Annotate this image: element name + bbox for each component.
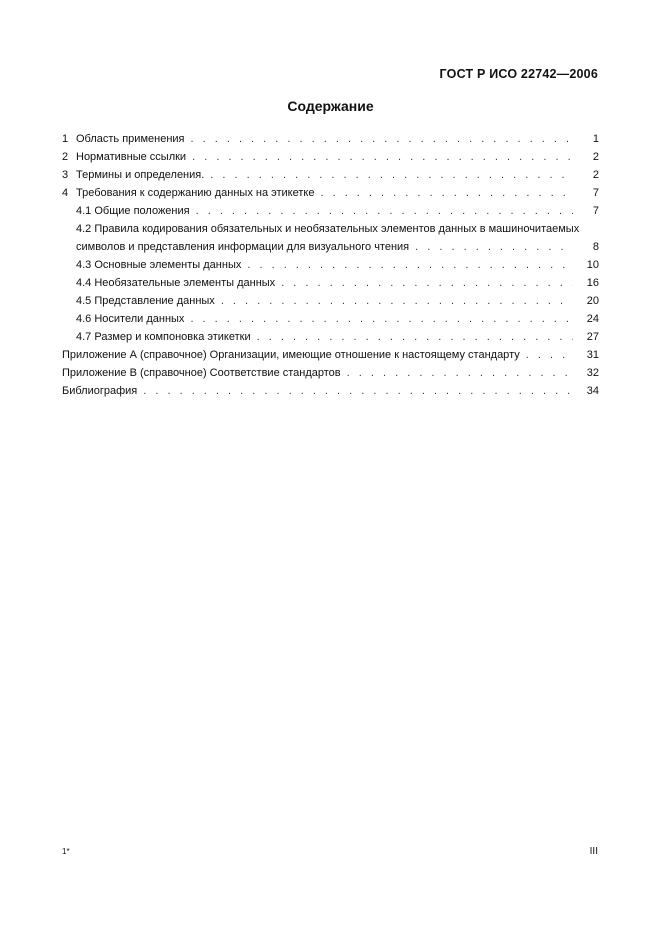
toc-entry-text: 4.6 Носители данных (76, 313, 185, 325)
toc-entry-4-2[interactable] (62, 220, 599, 256)
toc-page-number: 7 (592, 205, 599, 217)
dot-leader (196, 202, 573, 220)
toc-entry-text: 4.4 Необязательные элементы данных (76, 277, 276, 289)
toc-entry-text: Библиография (62, 385, 138, 397)
dot-leader (320, 184, 573, 202)
toc-page-number: 27 (586, 331, 599, 343)
toc-page-number: 2 (592, 169, 599, 181)
toc-entry-2[interactable] (62, 148, 599, 166)
toc-entry-bibliography[interactable] (62, 382, 599, 400)
toc-entry-annex-a[interactable] (62, 346, 599, 364)
dot-leader (415, 238, 573, 256)
dot-leader (347, 364, 573, 382)
toc-entry-text: 4.7 Размер и компоновка этикетки (76, 331, 251, 343)
toc-entry-text: Приложение В (справочное) Соответствие стандартов (62, 367, 341, 379)
toc-entry-text: 4 Требования к содержанию данных на этикетке (62, 187, 315, 199)
toc-page-number: 7 (592, 187, 599, 199)
dot-leader (526, 346, 573, 364)
toc-entry-3[interactable] (62, 166, 599, 184)
dot-leader (192, 148, 573, 166)
table-of-contents (62, 130, 599, 400)
toc-page-number: 16 (586, 277, 599, 289)
dot-leader (191, 130, 574, 148)
dot-leader (281, 274, 573, 292)
toc-page-number: 10 (586, 259, 599, 271)
toc-entry-text: Приложение А (справочное) Организации, имеющие отношение к настоящему стандарту (62, 349, 520, 361)
toc-page-number: 31 (586, 349, 599, 361)
toc-entry-4-7[interactable] (62, 328, 599, 346)
toc-entry-text: 1 Область применения (62, 133, 185, 145)
dot-leader (190, 310, 573, 328)
toc-page-number: 32 (586, 367, 599, 379)
toc-entry-text-line1: 4.2 Правила кодирования обязательных и необязательных элементов данных в машиночитаемых (76, 223, 580, 235)
toc-entry-4-4[interactable] (62, 274, 599, 292)
toc-entry-text-line2: символов и представления информации для визуального чтения (76, 241, 410, 253)
toc-entry-text: 3 Термины и определения. (62, 169, 205, 181)
page-number: III (589, 846, 598, 857)
toc-entry-text: 4.3 Основные элементы данных (76, 259, 242, 271)
toc-entry-text: 4.1 Общие положения (76, 205, 190, 217)
toc-entry-4-5[interactable] (62, 292, 599, 310)
toc-entry-text: 2 Нормативные ссылки (62, 151, 187, 163)
toc-page-number: 8 (592, 241, 599, 253)
toc-page-number: 1 (592, 133, 599, 145)
toc-entry-4-1[interactable] (62, 202, 599, 220)
toc-page-number: 20 (586, 295, 599, 307)
toc-entry-4[interactable] (62, 184, 599, 202)
toc-entry-annex-b[interactable] (62, 364, 599, 382)
toc-page-number: 24 (586, 313, 599, 325)
dot-leader (221, 292, 573, 310)
dot-leader (210, 166, 573, 184)
standard-designation: ГОСТ Р ИСО 22742—2006 (439, 67, 598, 81)
toc-entry-4-6[interactable] (62, 310, 599, 328)
dot-leader (143, 382, 573, 400)
sheet-mark: 1* (62, 847, 70, 856)
dot-leader (257, 328, 573, 346)
toc-page-number: 2 (592, 151, 599, 163)
toc-entry-1[interactable] (62, 130, 599, 148)
toc-entry-text: 4.5 Представление данных (76, 295, 215, 307)
toc-title: Содержание (287, 98, 374, 114)
toc-entry-4-3[interactable] (62, 256, 599, 274)
toc-page-number: 34 (586, 385, 599, 397)
dot-leader (247, 256, 573, 274)
